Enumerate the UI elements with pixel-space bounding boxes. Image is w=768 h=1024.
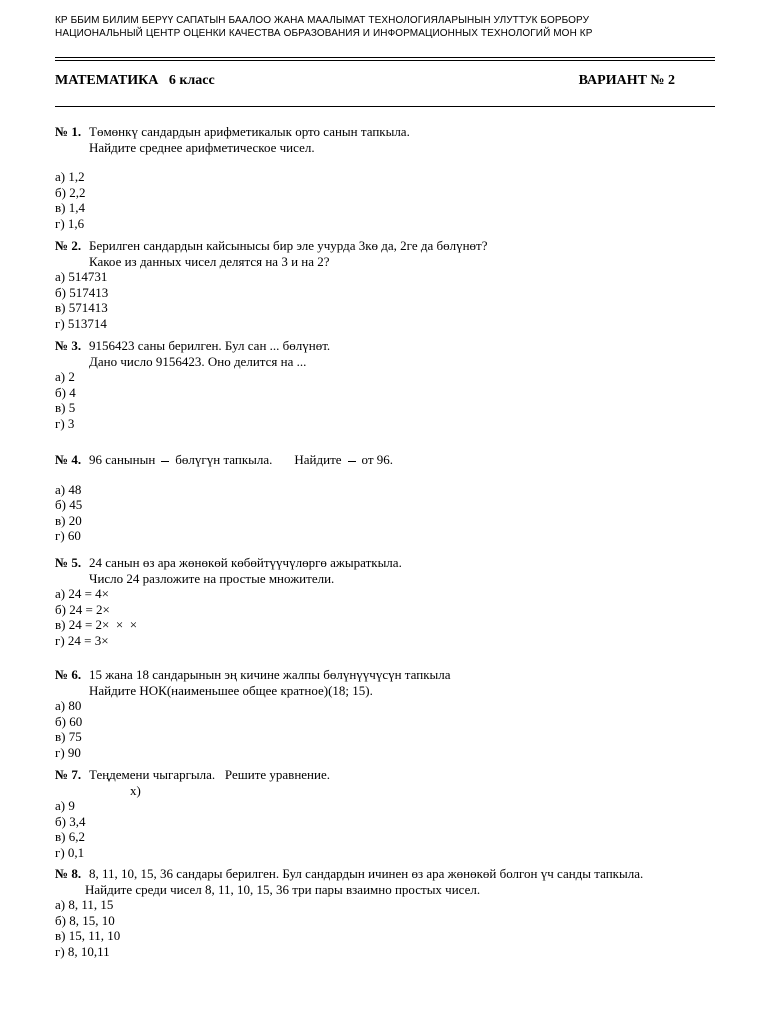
answer-option-b[interactable]: б) 60	[55, 713, 83, 729]
question-text-ky: 9156423 саны берилген. Бул сан ... бөлүнөт.	[89, 338, 331, 353]
question-number: № 6.	[55, 667, 82, 682]
question-text-ru: Найдите НОК(наименьшее общее кратное)(18; 15).	[89, 682, 373, 698]
answer-option-b[interactable]: б) 2,2	[55, 184, 86, 200]
question-number: № 5.	[55, 555, 82, 570]
question-number: № 8.	[55, 866, 82, 881]
question-text-ky: 24 санын өз ара жөнөкөй көбөйтүүчүлөргө ажыраткыла.	[89, 555, 402, 570]
question-number: № 2.	[55, 238, 82, 253]
answer-option-c[interactable]: в) 75	[55, 729, 82, 744]
answer-option-d[interactable]: г) 8, 10,11	[55, 943, 110, 959]
answer-option-a[interactable]: а) 514731	[55, 269, 108, 284]
question-text-ru: Найдите среди чисел 8, 11, 10, 15, 36 три пары взаимно простых чисел.	[85, 881, 481, 897]
answer-option-a[interactable]: а) 1,2	[55, 169, 85, 184]
question-text-ru-part2: от 96.	[361, 452, 394, 467]
question-1	[55, 124, 745, 231]
answer-option-b[interactable]: б) 517413	[55, 284, 109, 300]
question-text-ky-part2: бөлүгүн тапкыла.	[175, 452, 273, 467]
question-8	[55, 866, 745, 959]
answer-option-d[interactable]: г) 0,1	[55, 844, 85, 860]
answer-option-b[interactable]: б) 3,4	[55, 813, 86, 829]
question-text-ru: Число 24 разложите на простые множители.	[89, 570, 335, 586]
header-line-ru: НАЦИОНАЛЬНЫЙ ЦЕНТР ОЦЕНКИ КАЧЕСТВА ОБРАЗОВАНИЯ И ИНФОРМАЦИОННЫХ ТЕХНОЛОГИЙ МОН КР	[55, 28, 593, 39]
header-divider-top	[55, 57, 715, 58]
question-text-ru: Какое из данных чисел делятся на 3 и на 2?	[89, 253, 330, 269]
answer-option-d[interactable]: г) 1,6	[55, 215, 85, 231]
header-divider-bottom	[55, 60, 715, 61]
answer-option-a[interactable]: а) 48	[55, 481, 82, 497]
institution-header	[55, 14, 715, 40]
answer-option-d[interactable]: г) 60	[55, 528, 81, 543]
question-text-ky: Төмөнкү сандардын арифметикалык орто санын тапкыла.	[89, 124, 410, 139]
question-6	[55, 667, 745, 760]
answer-option-c[interactable]: в) 15, 11, 10	[55, 928, 121, 943]
answer-option-a[interactable]: а) 8, 11, 15	[55, 897, 114, 912]
question-number: № 7.	[55, 767, 82, 782]
answer-option-a[interactable]: а) 9	[55, 798, 75, 813]
variant-label: ВАРИАНТ № 2	[578, 73, 675, 88]
test-title-bar	[55, 73, 715, 89]
answer-option-a[interactable]: а) 80	[55, 698, 82, 713]
question-number: № 4.	[55, 452, 82, 467]
answer-option-b[interactable]: б) 24 = 2×	[55, 601, 110, 617]
answer-option-d[interactable]: г) 90	[55, 744, 81, 760]
question-2	[55, 238, 745, 331]
question-text-ru-part1: Найдите	[294, 452, 342, 467]
header-line-ky: КР ББИМ БИЛИМ БЕРҮҮ САПАТЫН БААЛОО ЖАНА МААЛЫМАТ ТЕХНОЛОГИЯЛАРЫНЫН УЛУТТУК БОРБОРУ	[55, 15, 590, 26]
question-text-ru: Дано число 9156423. Оно делится на ...	[89, 353, 307, 369]
question-number: № 1.	[55, 124, 82, 139]
answer-option-d[interactable]: г) 3	[55, 415, 75, 431]
answer-option-d[interactable]: г) 513714	[55, 315, 107, 331]
answer-option-b[interactable]: б) 45	[55, 497, 83, 512]
subject-title: МАТЕМАТИКА 6 класс	[55, 73, 215, 88]
question-text-ky: Берилген сандардын кайсынысы бир эле учурда 3кө да, 2ге да бөлүнөт?	[89, 238, 488, 253]
answer-option-c[interactable]: в) 1,4	[55, 200, 85, 215]
answer-option-c[interactable]: в) 5	[55, 400, 76, 415]
title-divider	[55, 106, 715, 107]
answer-option-b[interactable]: б) 4	[55, 384, 76, 400]
answer-option-a[interactable]: а) 24 = 4×	[55, 586, 110, 601]
answer-option-b[interactable]: б) 8, 15, 10	[55, 912, 115, 928]
question-5	[55, 555, 745, 648]
answer-option-c[interactable]: в) 20	[55, 512, 82, 528]
question-text-ky: 15 жана 18 сандарынын эң кичине жалпы бөлүнүүчүсүн тапкыла	[89, 667, 451, 682]
answer-option-c[interactable]: в) 571413	[55, 300, 108, 315]
answer-option-c[interactable]: в) 6,2	[55, 829, 85, 844]
question-3	[55, 338, 745, 431]
question-text-ky: Теңдемени чыгаргыла. Решите уравнение.	[89, 767, 330, 782]
question-number: № 3.	[55, 338, 82, 353]
question-4	[55, 452, 745, 544]
answer-option-d[interactable]: г) 24 = 3×	[55, 632, 109, 648]
answer-option-c[interactable]: в) 24 = 2× × ×	[55, 617, 138, 632]
question-7	[55, 767, 745, 860]
equation-fragment: x)	[130, 782, 141, 798]
fraction-bar	[161, 461, 169, 462]
answer-option-a[interactable]: а) 2	[55, 369, 75, 384]
question-text-ky: 8, 11, 10, 15, 36 сандары берилген. Бул сандардын ичинен өз ара жөнөкөй болгон үч санды тапкыла.	[89, 866, 644, 881]
question-text-ru: Найдите среднее арифметическое чисел.	[89, 139, 315, 155]
question-text-ky-part1: 96 санынын	[89, 452, 156, 467]
fraction-bar	[348, 461, 356, 462]
